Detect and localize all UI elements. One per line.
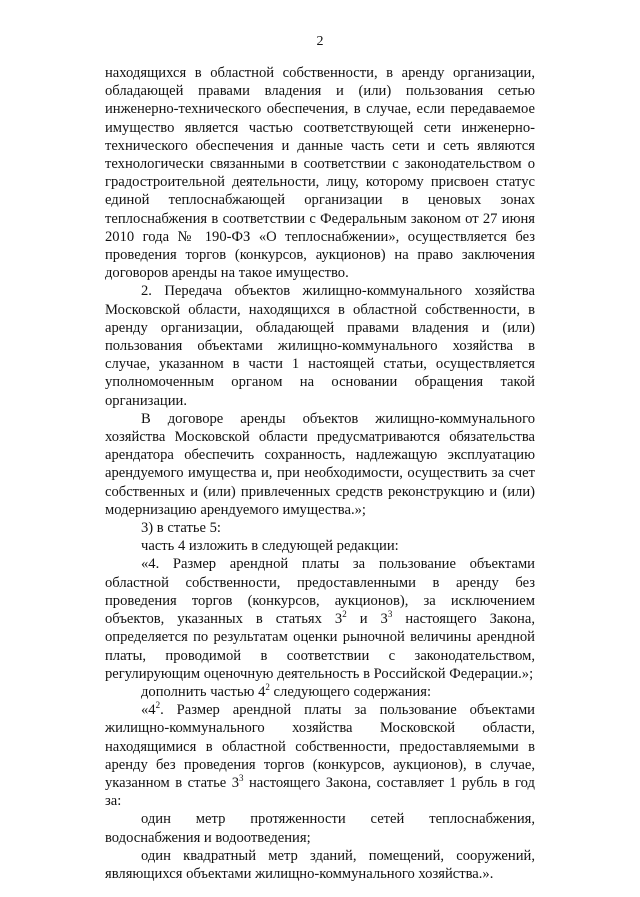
p8-text-a: «4 — [141, 702, 156, 719]
paragraph-item-3: 3) в статье 5: — [141, 520, 221, 537]
paragraph-part-4-2-text — [105, 701, 535, 810]
p8-superscript-2: 3 — [239, 772, 244, 783]
document-body — [105, 64, 535, 883]
p6-superscript-2: 3 — [387, 609, 393, 620]
p7-text-b: следующего содержания: — [269, 683, 432, 700]
p6-superscript-1: 2 — [342, 609, 347, 620]
paragraph-part-4-intro: часть 4 изложить в следующей редакции: — [141, 538, 399, 555]
p8-text-c: настоящего Закона, составляет 1 рубль в год за: — [105, 774, 535, 810]
paragraph-2: 2. Передача объектов жилищно-коммунального хозяйства Московской области, находящихся в областной собственности, в аренду организации, обладающей правами владения и (или) пользования объектами жилищно-коммунального хозяйства в случае, указанном в части 1 настоящей статьи, осуществляется уполномоченным органом на основании обращения такой организации. — [105, 283, 535, 409]
page-number: 2 — [316, 34, 324, 49]
paragraph-part-4-2-intro — [105, 683, 535, 701]
p8-superscript-1: 2 — [155, 700, 161, 711]
paragraph-item-networks: один метр протяженности сетей теплоснабжения, водоснабжения и водоотведения; — [105, 811, 535, 846]
p6-text-b: и 3 — [346, 611, 388, 628]
paragraph-item-buildings: один квадратный метр зданий, помещений, сооружений, являющихся объектами жилищно-коммунального хозяйства.». — [105, 847, 535, 882]
p6-text-c: настоящего Закона, определяется по результатам оценки рыночной величины арендной платы, проводимой в соответствии с законодательством, регулирующим оценочную деятельность в Российской Федерации.»; — [105, 611, 535, 682]
paragraph-1-continuation: находящихся в областной собственности, в аренду организации, обладающей правами владения и (или) пользования сетью инженерно-технического обеспечения, в случае, если передаваемое имущество является частью соответствующей сети инженерно-технического обеспечения и данные часть сети и сеть являются технологически связанными в соответствии с законодательством о градостроительной деятельности, лицу, которому присвоен статус единой теплоснабжающей организации в ценовых зонах теплоснабжения в соответствии с Федеральным законом от 27 июня 2010 года № 190-ФЗ «О теплоснабжении», осуществляется без проведения торгов (конкурсов, аукционов) на право заключения договоров аренды на такое имущество. — [105, 65, 535, 282]
p8-text-b: . Размер арендной платы за пользование объектами жилищно-коммунального хозяйства Московской области, находящимися в областной собственности, предоставляемыми в аренду без проведения торгов (конкурсов, аукционов), в случае, указанном в статье 3 — [105, 702, 535, 791]
paragraph-part-4-text — [105, 555, 535, 682]
p7-superscript: 2 — [265, 681, 270, 692]
p7-text-a: дополнить частью 4 — [141, 683, 266, 700]
p6-text-a: «4. Размер арендной платы за пользование объектами областной собственности, предоставленными в аренду без проведения торгов (конкурсов, аукционов), за исключением объектов, указанных в статьях 3 — [105, 556, 535, 628]
paragraph-3: В договоре аренды объектов жилищно-коммунального хозяйства Московской области предусматриваются обязательства арендатора обеспечить сохранность, надлежащую эксплуатацию арендуемого имущества и, при необходимости, осуществить за счет собственных и (или) привлеченных средств реконструкцию и (или) модернизацию арендуемого имущества.»; — [105, 410, 535, 518]
